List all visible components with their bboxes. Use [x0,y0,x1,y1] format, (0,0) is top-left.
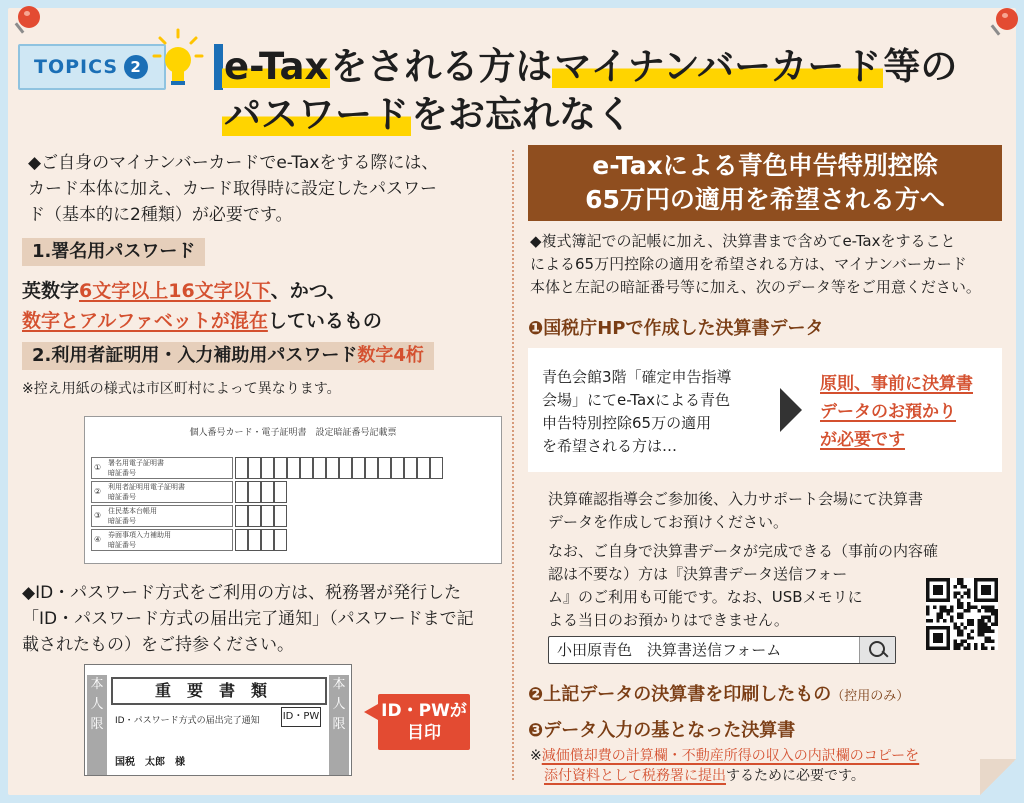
form-cell [274,481,287,503]
lightbulb-icon [150,28,206,90]
search-input[interactable]: 小田原青色 決算書送信フォーム [548,636,896,664]
form-cell [261,457,274,479]
create-data-text: 決算確認指導会ご参加後、入力サポート会場にて決算書 データを作成してお預けください。 [548,490,924,531]
form-format-note: ※控え用紙の様式は市区町村によって異なります。 [22,381,341,397]
topics-badge [18,44,166,90]
idpw-notice-image [84,664,352,776]
self-submit-text: なお、ご自身で決算書データが完成できる（事前の内容確 認は不要な）方は『決算書データ送信フォー ム』のご利用も可能です。なお、USBメモリに よる当日のお預かりはできません。 [548,542,939,629]
footnote: ※減価償却費の計算欄・不動産所得の収入の内訳欄のコピーを 添付資料として税務署に提出するために必要です。 [530,748,920,784]
pin-icon-left [18,6,40,28]
form-cell [274,529,287,551]
notice-title: ID・パスワード方式の届出完了通知 [115,716,260,726]
item3-heading: ❸データ入力の基となった決算書 [528,720,796,741]
pin-record-form-image: 個人番号カード・電子証明書 設定暗証番号記載票 ① 署名用電子証明書 暗証番号 ② 利用者証明用電子証明書 暗証番号 ③ 住民基本台帳用 暗証番号 ④ 券面事項入力補助用 暗証番号 [84,416,502,564]
form-cell [248,457,261,479]
form-cell [261,481,274,503]
form-row: ③ 住民基本台帳用 暗証番号 [91,505,233,527]
qr-code-icon [926,578,998,650]
advance-deposit-box: 青色会館3階「確定申告指導 会場」にてe-Taxによる青色 申告特別控除65万の適用 を希望される方は… 原則、事前に決算書 データのお預かり が必要です [528,348,1002,472]
topics-label: TOPICS [34,56,119,78]
search-icon[interactable] [859,637,895,663]
form-cell [313,457,326,479]
important-document-header: 重要書類 [111,677,327,705]
form-cell [261,529,274,551]
form-cell [287,457,300,479]
form-row: ④ 券面事項入力補助用 暗証番号 [91,529,233,551]
side-stripe-right: 本人限 [329,675,349,775]
form-cell [352,457,365,479]
pin-icon-right [996,8,1018,30]
topics-number: 2 [124,55,148,79]
arrow-right-icon [780,388,802,432]
form-cell [274,457,287,479]
intro-text: ◆ご自身のマイナンバーカードでe-Taxをする際には、 カード本体に加え、カード取得時に設定したパスワー ド（基本的に2種類）が必要です。 [28,153,439,225]
right-intro-text: ◆複式簿記での記帳に加え、決算書まで含めてe-Taxをすること による65万円控除の適用を希望される方は、マイナンバーカード 本体と左記の暗証番号等に加え、次のデータ等をご用意ください。 [530,232,981,296]
column-divider [512,150,514,780]
form-cell [404,457,417,479]
form-cell [235,505,248,527]
signature-password-label: 1.署名用パスワード [22,238,205,266]
form-cell [261,505,274,527]
form-cell [274,505,287,527]
form-cell [235,529,248,551]
form-cell [235,481,248,503]
item1-heading: ❶国税庁HPで作成した決算書データ [528,318,824,339]
form-cell [248,529,261,551]
idpw-tag: ID・PW [281,707,321,727]
form-cell [326,457,339,479]
idpw-callout: ID・PWが 目印 [378,694,470,750]
form-row: ② 利用者証明用電子証明書 暗証番号 [91,481,233,503]
user-cert-password-label: 2.利用者証明用・入力補助用パスワード数字4桁 [22,342,434,370]
form-cell [235,457,248,479]
recipient-name: 国税 太郎 様 [115,757,185,768]
item2-heading: ❷上記データの決算書を印刷したもの（控用のみ） [528,684,910,705]
form-row: ① 署名用電子証明書 暗証番号 [91,457,233,479]
blue-return-banner: e-Taxによる青色申告特別控除 65万円の適用を希望される方へ [528,145,1002,221]
form-cell [378,457,391,479]
form-cell [391,457,404,479]
advance-deposit-required: 原則、事前に決算書 データのお預かり が必要です [820,374,973,450]
idpw-text: ◆ID・パスワード方式をご利用の方は、税務署が発行した 「ID・パスワード方式の届出完了通知」（パスワードまで記 載されたもの）をご持参ください。 [22,583,474,655]
form-cell [417,457,430,479]
page-title-line1: e-Taxをされる方はマイナンバーカード等の [224,45,958,88]
form-cell [248,481,261,503]
form-cell [430,457,443,479]
signature-password-rule: 英数字6文字以上16文字以下、かつ、 数字とアルファベットが混在しているもの [22,280,382,332]
side-stripe-left: 本人限 [87,675,107,775]
form-cell [339,457,352,479]
form-cell [248,505,261,527]
form-cell [300,457,313,479]
form-cell [365,457,378,479]
page-title-line2: パスワードをお忘れなく [224,93,633,136]
